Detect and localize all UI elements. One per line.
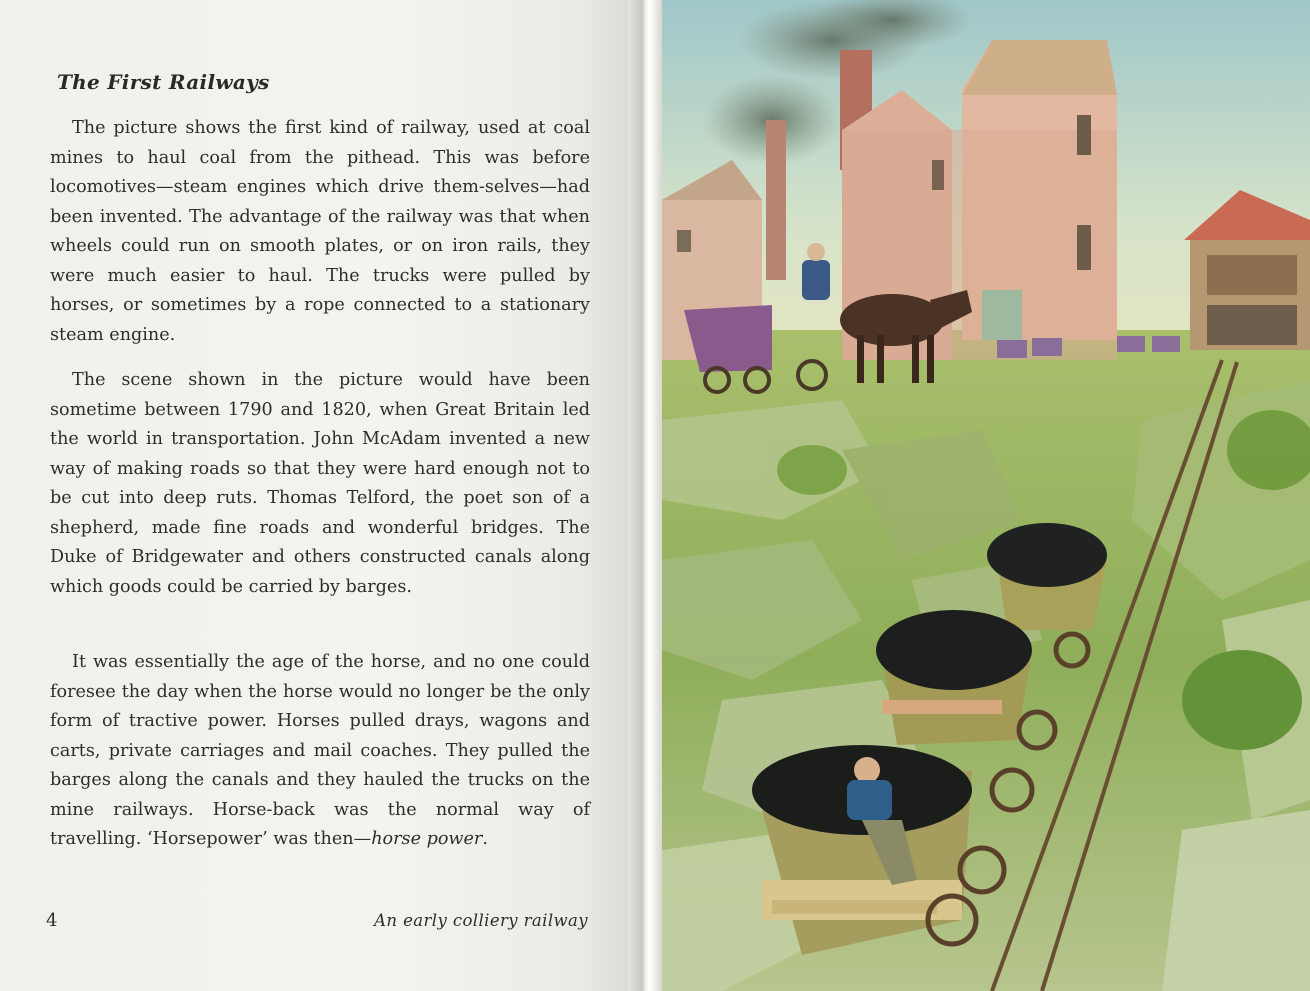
coal-truck-far <box>987 523 1107 630</box>
page-title: The First Railways <box>57 70 270 94</box>
text-page <box>0 0 640 991</box>
paragraph-3-emphasis: horse power <box>371 829 483 849</box>
illustration-caption: An early colliery railway <box>374 911 588 930</box>
page-number: 4 <box>46 910 58 931</box>
paragraph-3-end: . <box>482 829 488 849</box>
paragraph-1: The picture shows the first kind of railway, used at coal mines to haul coal from the pithead. This was before locomotives—steam engines which drive them-selves—had been invented. The advantage of the railway was that when wheels could run on smooth plates, or on iron rails, they were much easier to haul. The trucks were pulled by horses, or sometimes by a rope connected to a stationary steam engine. <box>50 118 590 345</box>
colliery-railway-illustration <box>662 0 1310 991</box>
coal-truck-middle <box>876 610 1032 745</box>
paragraph-3 <box>50 648 590 855</box>
paragraph-2: The scene shown in the picture would have been sometime between 1790 and 1820, when Great Britain led the world in transportation. John McAdam invented a new way of making roads so that they were hard enough not to be cut into deep ruts. Thomas Telford, the poet son of a shepherd, made fine roads and wonderful bridges. The Duke of Bridgewater and others constructed canals along which goods could be carried by barges. <box>50 370 590 597</box>
chimney-left <box>766 120 786 280</box>
illustration-artwork <box>662 0 1310 991</box>
paragraph-3-text: It was essentially the age of the horse, and no one could foresee the day when the horse would no longer be the only form of tractive power. Horses pulled drays, wagons and carts, private carriages and mail coaches. They pulled the barges along the canals and they hauled the trucks on the mine railways. Horse-back was the normal way of travelling. ‘Horsepower’ was then— <box>50 652 590 849</box>
